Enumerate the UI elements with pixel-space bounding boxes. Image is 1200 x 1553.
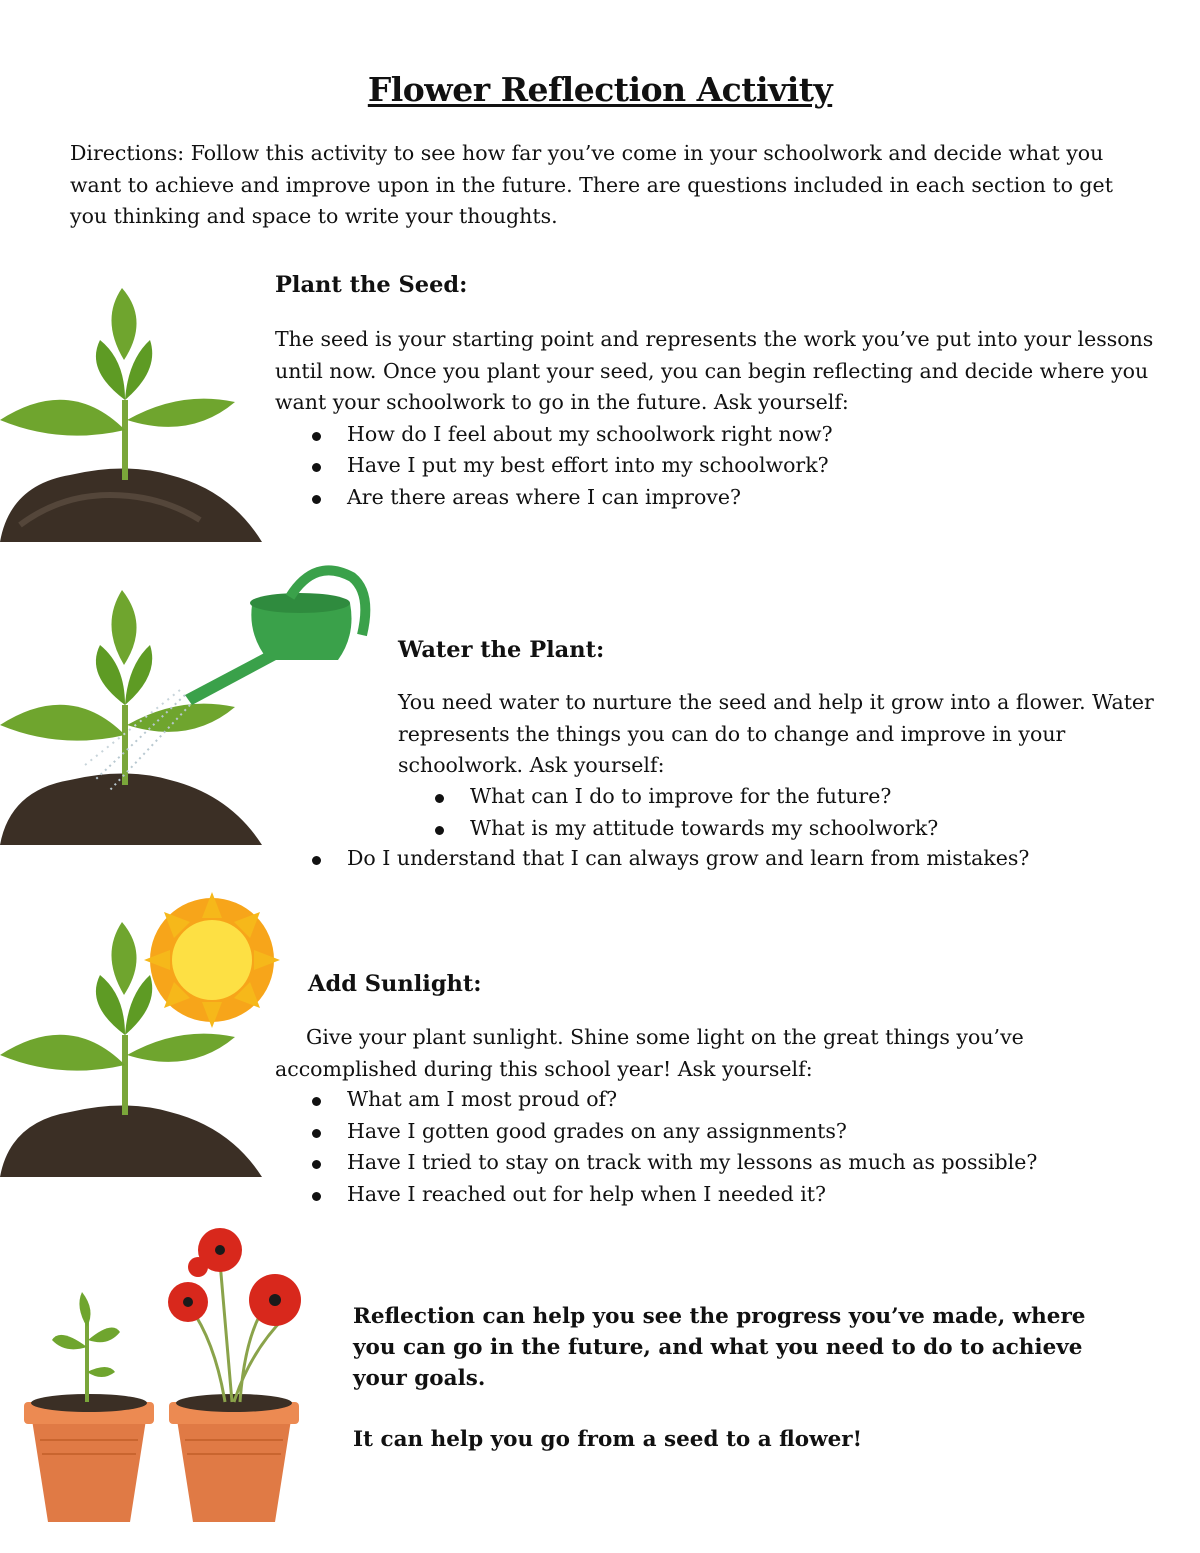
section-sun-body: Give your plant sunlight. Shine some light on the great things you’ve accomplished during this school year! Ask yourself: — [275, 1025, 1024, 1081]
list-item: Have I gotten good grades on any assignments? — [275, 1116, 1155, 1148]
closing-seed-to-flower-text: It can help you go from a seed to a flower! — [353, 1427, 863, 1452]
section-water-bullets-extra — [275, 843, 1155, 875]
potted-flowers-illustration — [20, 1222, 310, 1532]
list-item: Do I understand that I can always grow and learn from mistakes? — [275, 843, 1155, 875]
list-item: Have I put my best effort into my schoolwork? — [275, 450, 1155, 482]
watering-plant-illustration — [0, 565, 380, 850]
list-item: What am I most proud of? — [275, 1084, 1155, 1116]
list-item: What can I do to improve for the future? — [398, 781, 1158, 813]
list-item: Have I reached out for help when I needed it? — [275, 1179, 1155, 1211]
section-sun-heading: Add Sunlight: — [308, 971, 482, 997]
section-water-body: You need water to nurture the seed and help it grow into a flower. Water represents the things you can do to change and improve in your schoolwork. Ask yourself: — [398, 690, 1154, 777]
section-water-heading: Water the Plant: — [398, 637, 605, 663]
directions-text: Directions: Follow this activity to see how far you’ve come in your schoolwork and decide what you want to achieve and improve upon in the future. There are questions included in each section to get you thinking and space to write your thoughts. — [70, 141, 1113, 228]
section-water-bullets — [398, 781, 1158, 844]
list-item: Have I tried to stay on track with my lessons as much as possible? — [275, 1147, 1155, 1179]
section-plant-heading: Plant the Seed: — [275, 272, 468, 298]
section-sun-bullets — [275, 1084, 1155, 1210]
seedling-soil-illustration — [0, 280, 270, 545]
closing-reflection-text: Reflection can help you see the progress you’ve made, where you can go in the future, and what you need to do to achieve your goals. — [353, 1304, 1086, 1391]
section-plant-body: The seed is your starting point and represents the work you’ve put into your lessons until now. Once you plant your seed, you can begin reflecting and decide where you want your schoolwork to go in the future. Ask yourself: — [275, 327, 1154, 414]
sunlit-plant-illustration — [0, 890, 290, 1180]
section-plant-bullets — [275, 419, 1155, 514]
page-title: Flower Reflection Activity — [367, 70, 833, 109]
list-item: How do I feel about my schoolwork right now? — [275, 419, 1155, 451]
list-item: What is my attitude towards my schoolwork? — [398, 813, 1158, 845]
list-item: Are there areas where I can improve? — [275, 482, 1155, 514]
